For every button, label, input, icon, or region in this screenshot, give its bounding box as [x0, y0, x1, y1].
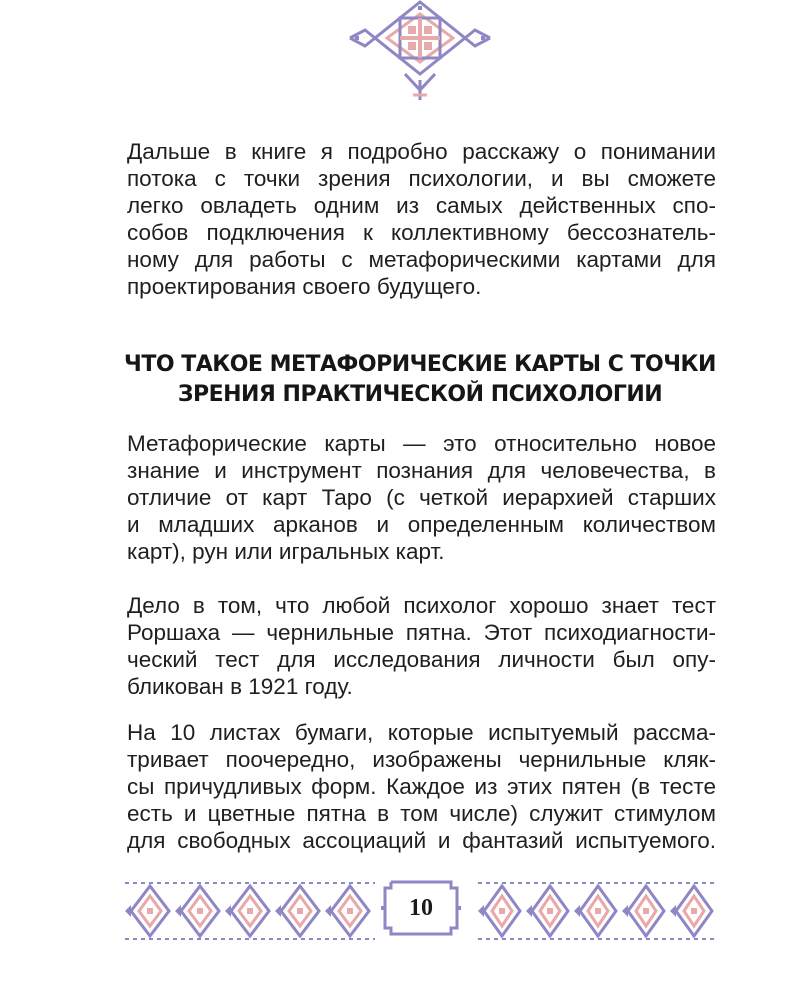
- text-line: проектирования своего будущего.: [127, 274, 482, 299]
- heading-line: ЗРЕНИЯ ПРАКТИЧЕСКОЙ ПСИХОЛОГИИ: [177, 382, 663, 407]
- paragraph-definition: [127, 430, 716, 565]
- paragraph-blots: [127, 719, 716, 854]
- paragraph-intro: [127, 138, 716, 300]
- text-line: потока с точки зрения психологии, и вы сможете: [127, 166, 716, 191]
- heading-line: ЧТО ТАКОЕ МЕТАФОРИЧЕСКИЕ КАРТЫ С ТОЧКИ: [124, 352, 716, 377]
- text-line: Метафорические карты — это относительно новое: [127, 431, 716, 456]
- text-line: есть и цветные пятна в том числе) служит стимулом: [127, 801, 716, 826]
- text-line: ному для работы с метафорическими картами для: [127, 247, 716, 272]
- text-line: бликован в 1921 году.: [127, 674, 353, 699]
- text-line: отличие от карт Таро (с четкой иерархией старших: [127, 485, 716, 510]
- text-line: для свободных ассоциаций и фантазий испытуемого.: [127, 828, 716, 853]
- footer-ornament-left-icon: [125, 880, 375, 942]
- text-line: На 10 листах бумаги, которые испытуемый рассма-: [127, 720, 716, 745]
- text-line: тривает поочередно, изображены чернильные кляк-: [127, 747, 716, 772]
- paragraph-rorschach: [127, 592, 716, 700]
- text-line: собов подключения к коллективному бессознатель-: [127, 220, 716, 245]
- footer-ornament-right-icon: [478, 880, 716, 942]
- text-line: ческий тест для исследования личности был опу-: [127, 647, 716, 672]
- section-heading: [100, 350, 740, 410]
- text-line: и младших арканов и определенным количеством: [127, 512, 716, 537]
- text-line: карт), рун или игральных карт.: [127, 539, 445, 564]
- text-line: Роршаха — чернильные пятна. Этот психодиагности-: [127, 620, 716, 645]
- text-line: знание и инструмент познания для человечества, в: [127, 458, 716, 483]
- top-ornament-icon: [345, 0, 495, 100]
- page-number: 10: [409, 895, 433, 921]
- text-line: легко овладеть одним из самых действенных спо-: [127, 193, 716, 218]
- text-line: Дальше в книге я подробно расскажу о понимании: [127, 139, 716, 164]
- text-line: Дело в том, что любой психолог хорошо знает тест: [127, 593, 716, 618]
- text-line: сы причудливых форм. Каждое из этих пятен (в тесте: [127, 774, 716, 799]
